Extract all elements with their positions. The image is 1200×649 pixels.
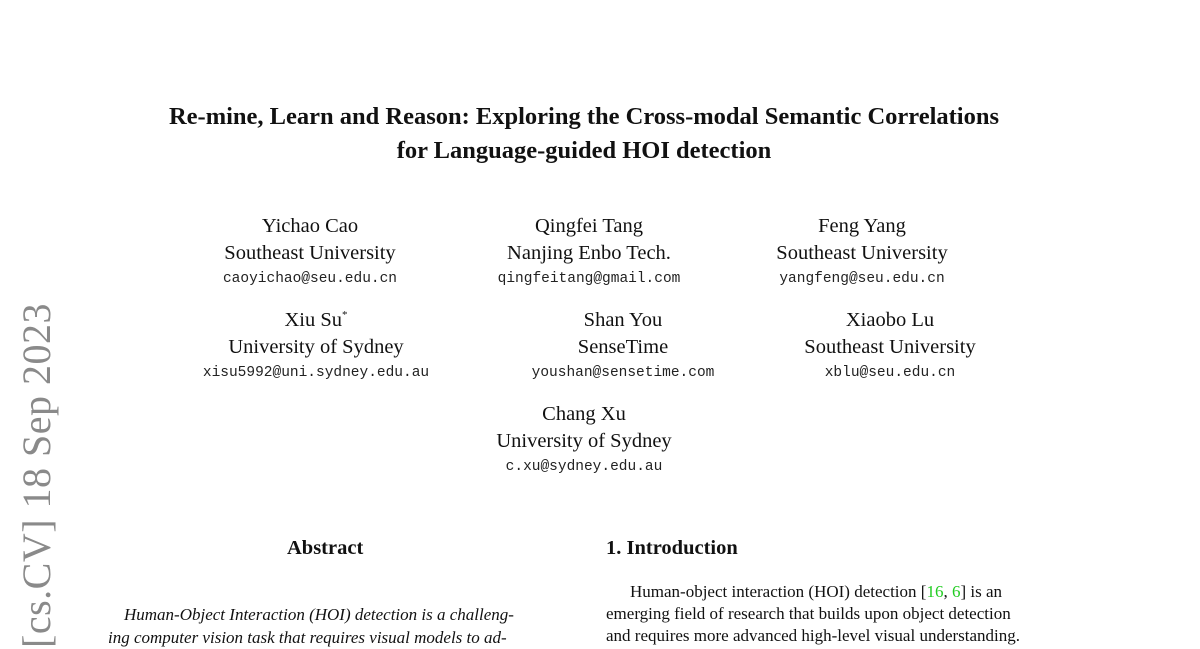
author-email[interactable]: caoyichao@seu.edu.cn [222, 271, 398, 287]
paper-title [0, 100, 1168, 168]
author-name-row [203, 307, 429, 334]
author-name: Xiaobo Lu [845, 309, 935, 331]
intro-text-segment: Human-object interaction (HOI) detection [ [630, 582, 927, 601]
title-line-2: for Language-guided HOI detection [396, 137, 772, 164]
author-block [804, 307, 975, 385]
intro-line: and requires more advanced high-level visual understanding. [606, 626, 1021, 645]
author-email[interactable]: xblu@seu.edu.cn [824, 365, 956, 381]
author-name: Shan You [583, 309, 663, 331]
author-block [776, 213, 947, 291]
corresponding-marker: * [342, 309, 348, 321]
author-email[interactable]: xisu5992@uni.sydney.edu.au [202, 365, 430, 381]
citation-link[interactable]: 6 [951, 582, 961, 601]
author-name: Qingfei Tang [534, 215, 644, 237]
author-affiliation: University of Sydney [228, 336, 404, 358]
author-name: Yichao Cao [261, 215, 359, 237]
author-block [498, 213, 681, 291]
citation-link[interactable]: 16 [926, 582, 944, 601]
author-name: Feng Yang [818, 215, 906, 237]
intro-text-segment: , [943, 582, 952, 601]
arxiv-side-stamp: [cs.CV] 18 Sep 2023 [14, 302, 59, 648]
author-name: Xiu Su [284, 309, 343, 331]
abstract-line: Human-Object Interaction (HOI) detection is a challeng- [124, 605, 514, 624]
author-block [223, 213, 397, 291]
author-email[interactable]: qingfeitang@gmail.com [497, 271, 681, 287]
author-affiliation: Nanjing Enbo Tech. [507, 242, 671, 264]
abstract-heading: Abstract [287, 537, 364, 559]
abstract-line: ing computer vision task that requires visual models to ad- [108, 628, 507, 647]
author-block [532, 307, 715, 385]
author-name: Chang Xu [542, 403, 626, 425]
author-email[interactable]: youshan@sensetime.com [531, 365, 715, 381]
abstract-body [108, 603, 568, 649]
intro-text-segment: ] is an [960, 582, 1002, 601]
author-affiliation: SenseTime [577, 336, 669, 358]
author-affiliation: Southeast University [776, 242, 948, 264]
author-affiliation: University of Sydney [496, 430, 672, 452]
author-email[interactable]: yangfeng@seu.edu.cn [779, 271, 945, 287]
intro-line: emerging field of research that builds upon object detection [606, 604, 1011, 623]
introduction-body [606, 581, 1076, 647]
author-block [203, 307, 429, 385]
introduction-heading: 1. Introduction [606, 537, 738, 559]
author-email[interactable]: c.xu@sydney.edu.au [505, 459, 663, 475]
author-block [496, 401, 671, 479]
author-affiliation: Southeast University [804, 336, 976, 358]
title-line-1: Re-mine, Learn and Reason: Exploring the Cross-modal Semantic Correlations [168, 103, 1000, 130]
author-affiliation: Southeast University [224, 242, 396, 264]
intro-line [606, 581, 1076, 603]
